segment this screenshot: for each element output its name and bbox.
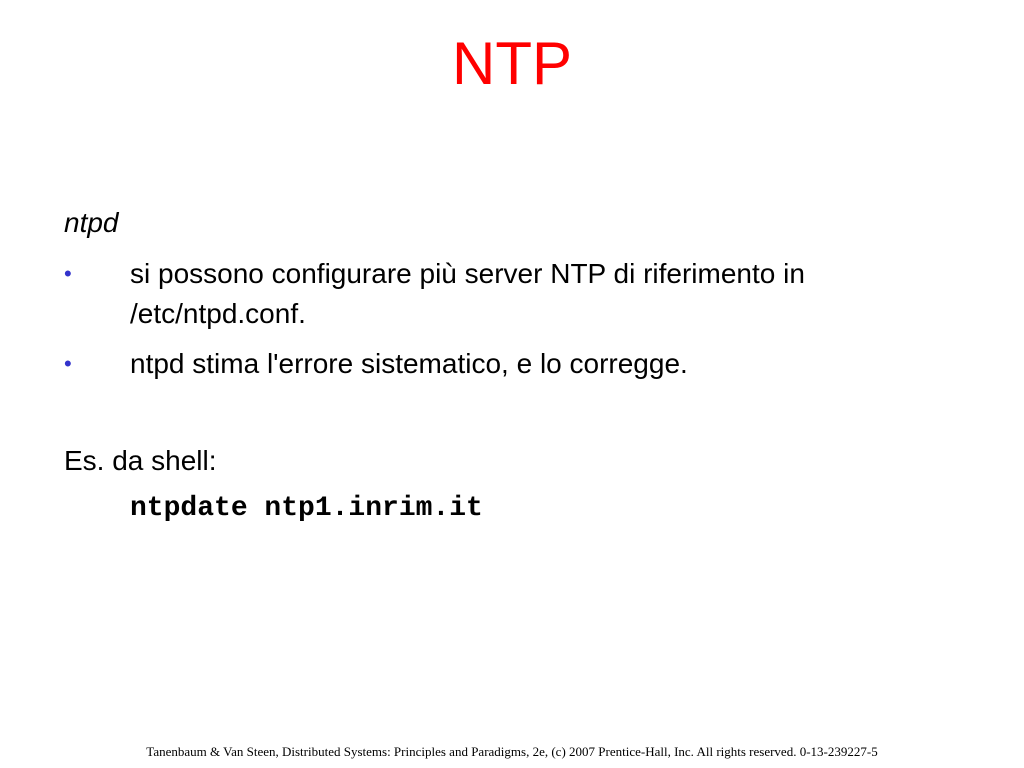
- bullet-icon: •: [64, 351, 72, 376]
- bullet-text: ntpd stima l'errore sistematico, e lo corregge.: [130, 348, 688, 379]
- slide-title: NTP: [452, 30, 572, 97]
- bullet-icon: •: [64, 261, 72, 286]
- section-subheading: ntpd: [64, 207, 119, 238]
- bullet-item: [64, 254, 964, 334]
- bullet-item: [64, 344, 964, 384]
- shell-command: ntpdate ntp1.inrim.it: [130, 493, 483, 524]
- bullet-text: si possono configurare più server NTP di riferimento in /etc/ntpd.conf.: [130, 258, 805, 329]
- copyright-footer: Tanenbaum & Van Steen, Distributed Systems: Principles and Paradigms, 2e, (c) 2007 Prentice-Hall, Inc. All rights reserved. 0-13-239227-5: [146, 744, 878, 759]
- example-label: Es. da shell:: [64, 445, 217, 476]
